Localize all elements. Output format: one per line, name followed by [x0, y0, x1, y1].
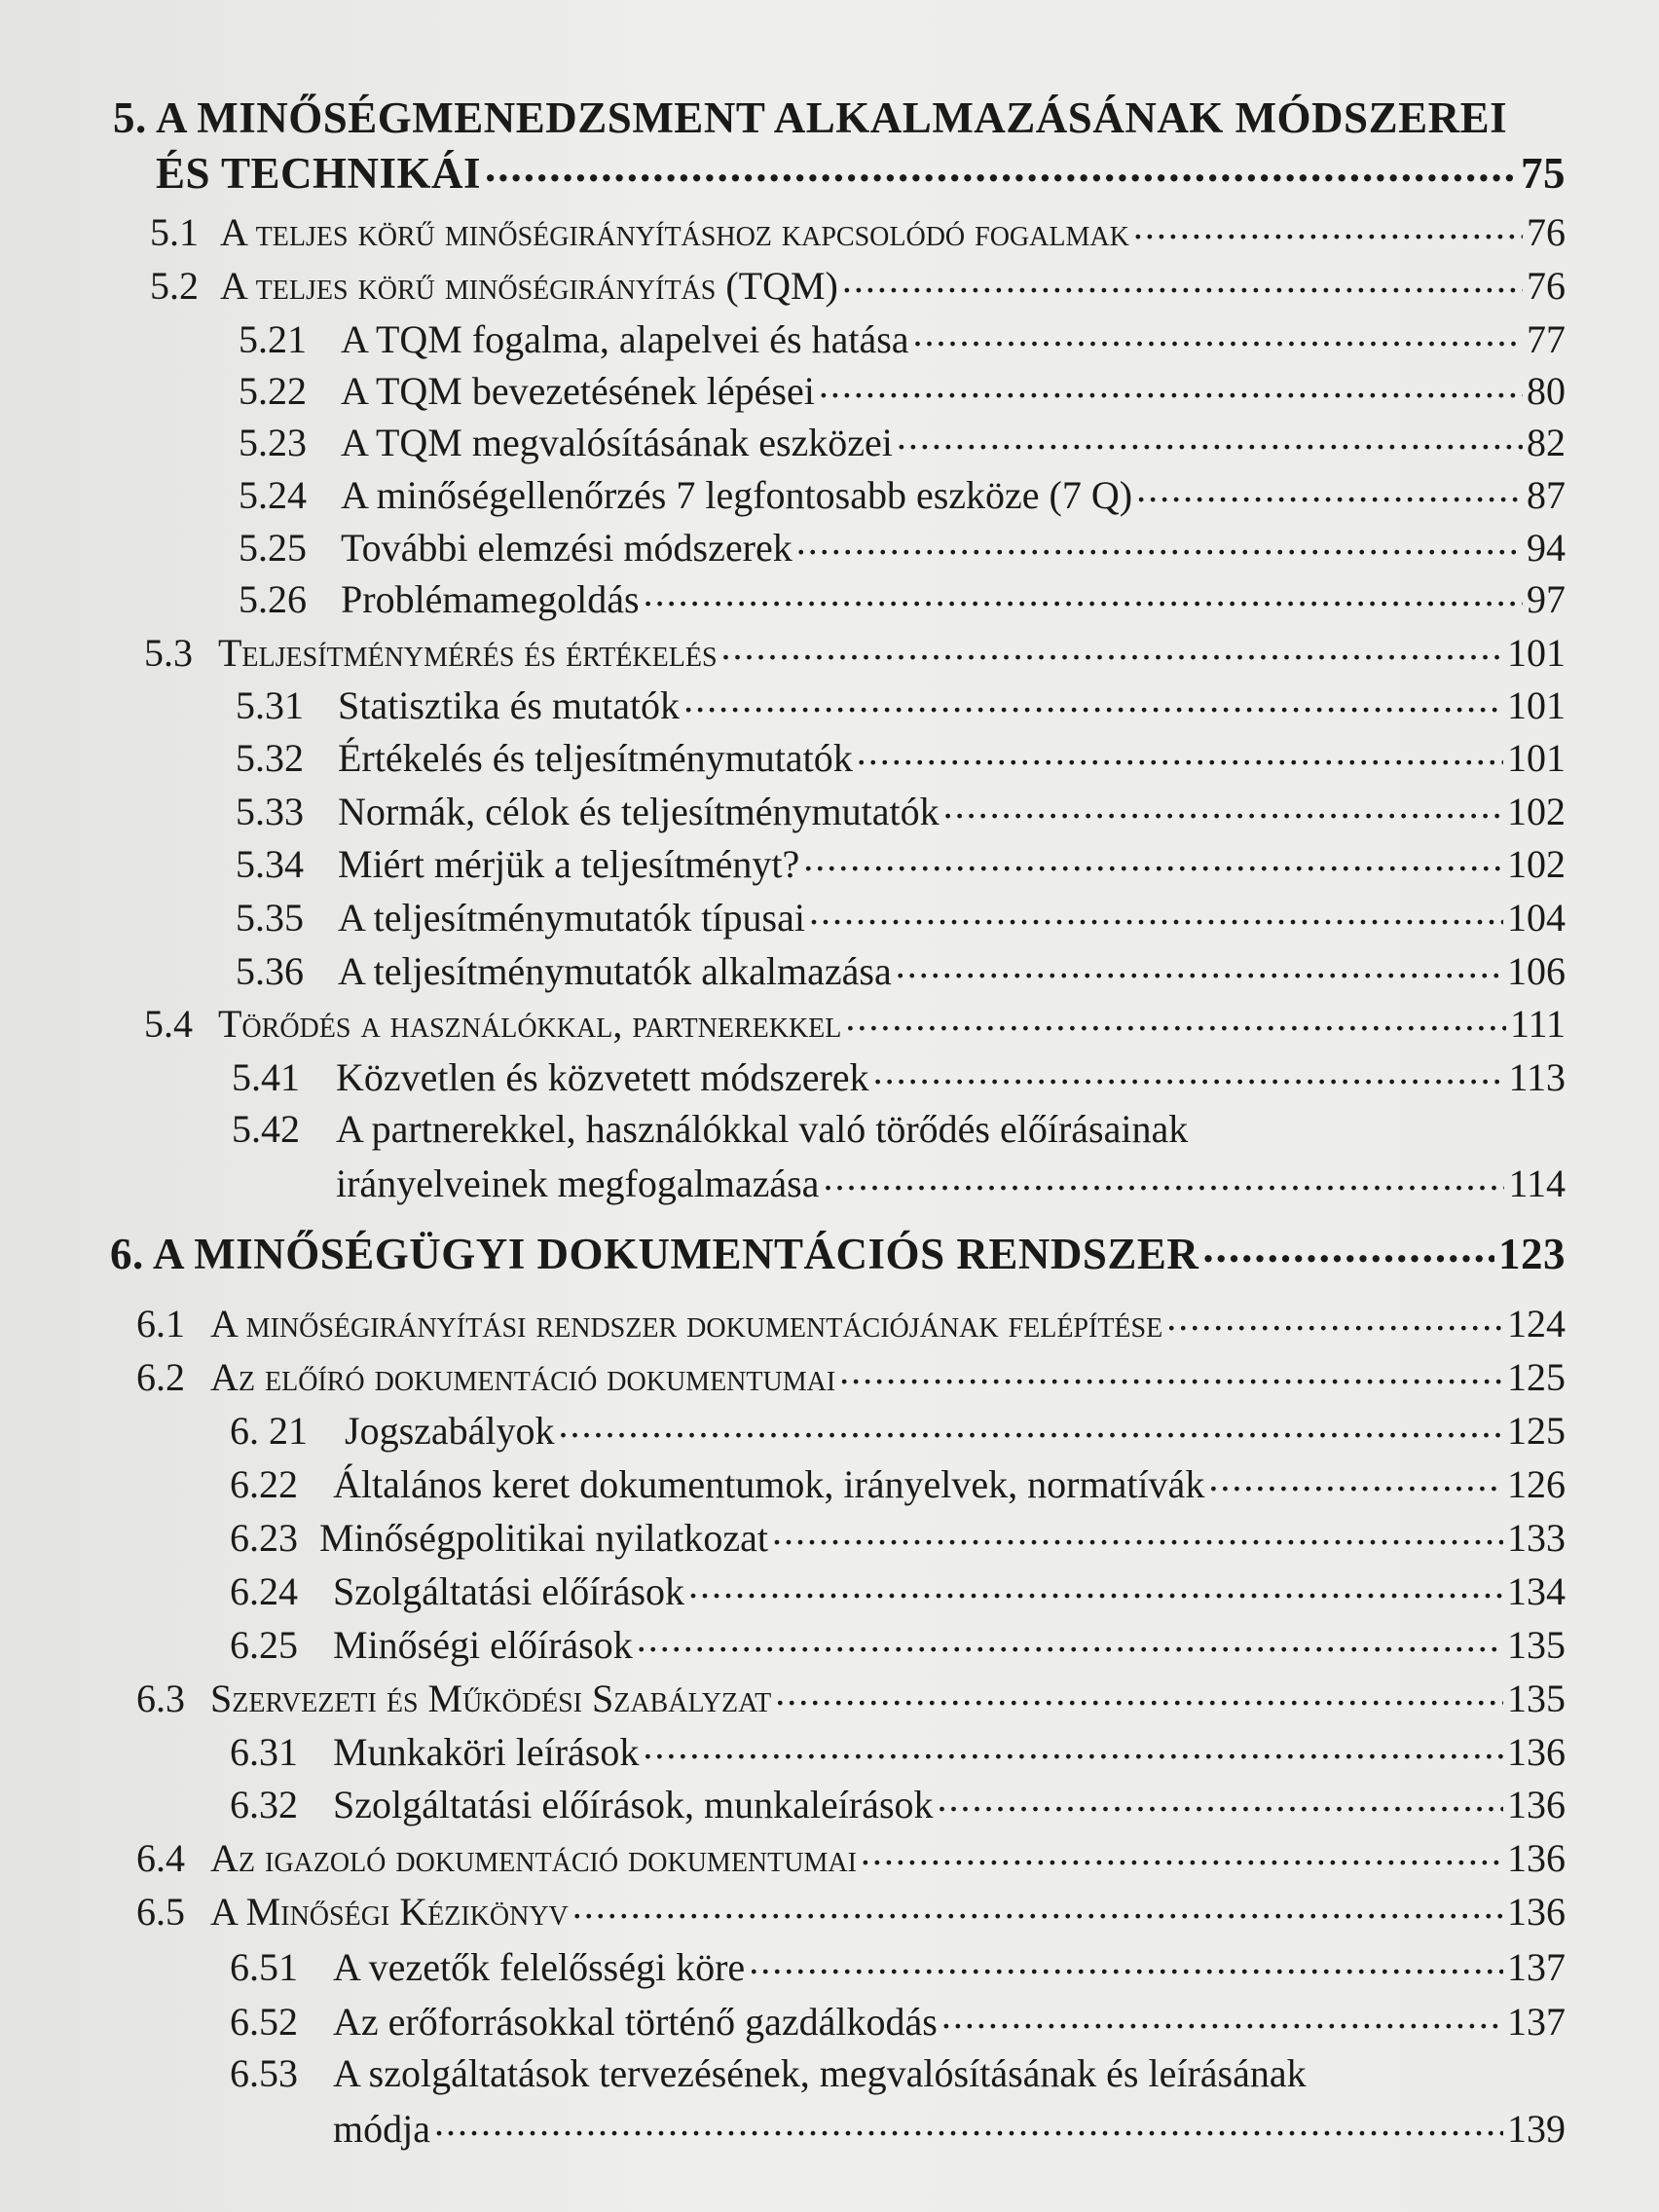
- entry-number: 5.24: [239, 473, 307, 517]
- entry-number: 5.41: [232, 1055, 300, 1099]
- entry-title: A teljes körű minőségirányításhoz kapcsolódó fogalmak: [220, 210, 1129, 254]
- entry-number: 5.32: [236, 736, 304, 780]
- page-number: 125: [1507, 1355, 1566, 1399]
- page-number: 104: [1507, 896, 1566, 940]
- page-number: 134: [1507, 1569, 1566, 1613]
- toc-entry-5-21[interactable]: [239, 313, 1566, 362]
- entry-number: 5.31: [236, 683, 304, 727]
- entry-number: 5.22: [239, 369, 307, 413]
- entry-title: A TQM fogalma, alapelvei és hatása: [341, 317, 909, 361]
- entry-number: 6.4: [136, 1836, 185, 1880]
- entry-number: 5.4: [144, 1002, 193, 1046]
- page-number: 102: [1507, 842, 1566, 886]
- toc-entry-6-51[interactable]: [230, 1941, 1566, 1990]
- entry-title: Közvetlen és közvetett módszerek: [336, 1055, 869, 1099]
- leader-dots: [485, 144, 1517, 188]
- page-number: 77: [1527, 317, 1566, 361]
- page-number: 133: [1507, 1516, 1566, 1560]
- toc-entry-5-22[interactable]: [239, 365, 1566, 414]
- leader-dots: [897, 417, 1523, 456]
- toc-entry-5-42-line2[interactable]: [336, 1158, 1566, 1206]
- entry-number: 6.2: [136, 1355, 185, 1399]
- leader-dots: [1133, 206, 1523, 245]
- page-number: 75: [1521, 149, 1566, 198]
- toc-entry-6-53-line1[interactable]: [230, 2050, 1566, 2096]
- leader-dots: [644, 573, 1523, 612]
- toc-entry-5-31[interactable]: [236, 680, 1566, 728]
- entry-title: Az előíró dokumentáció dokumentumai: [210, 1355, 836, 1399]
- page-number: 136: [1507, 1783, 1566, 1826]
- entry-title: A minőségellenőrzés 7 legfontosabb eszköze (7 Q): [341, 473, 1133, 517]
- page-number: 136: [1507, 1836, 1566, 1880]
- toc-entry-5-34[interactable]: [236, 838, 1566, 887]
- toc-entry-5-1[interactable]: [150, 206, 1566, 255]
- page-number: 94: [1527, 526, 1566, 570]
- page-number: 114: [1508, 1161, 1566, 1205]
- chapter-title: A MINŐSÉGMENEDZSMENT ALKALMAZÁSÁNAK MÓDSZEREI: [156, 93, 1508, 142]
- entry-number: 5.2: [150, 264, 199, 308]
- toc-entry-6-5[interactable]: [136, 1886, 1566, 1935]
- entry-title: Minőségi előírások: [333, 1623, 633, 1667]
- entry-title: Szolgáltatási előírások: [333, 1569, 685, 1613]
- leader-dots: [1208, 1458, 1503, 1497]
- entry-title: Jogszabályok: [345, 1409, 555, 1453]
- entry-title: Törődés a használókkal, partnerekkel: [218, 1002, 842, 1046]
- entry-title: A TQM bevezetésének lépései: [341, 369, 815, 413]
- chapter-number: 5.: [113, 93, 147, 142]
- page-number: 123: [1498, 1230, 1566, 1278]
- leader-dots: [857, 732, 1503, 771]
- entry-title: Normák, célok és teljesítménymutatók: [338, 790, 940, 833]
- leader-dots: [896, 945, 1503, 984]
- entry-number: 6.32: [230, 1783, 298, 1826]
- entry-title: Az erőforrásokkal történő gazdálkodás: [333, 2000, 938, 2044]
- entry-number: 5.35: [236, 896, 304, 940]
- page-number: 113: [1508, 1055, 1566, 1099]
- chapter-number: 6.: [110, 1230, 144, 1278]
- page-number: 101: [1507, 683, 1566, 727]
- leader-dots: [749, 1941, 1503, 1980]
- entry-number: 6.5: [136, 1890, 185, 1934]
- page-number: 102: [1507, 790, 1566, 833]
- chapter-title: A MINŐSÉGÜGYI DOKUMENTÁCIÓS RENDSZER: [153, 1230, 1199, 1278]
- toc-entry-5-3[interactable]: [144, 627, 1566, 676]
- toc-entry-6-25[interactable]: [230, 1619, 1566, 1668]
- entry-number: 6. 21: [230, 1409, 308, 1453]
- entry-title: Általános keret dokumentumok, irányelvek, normatívák: [333, 1462, 1205, 1506]
- page-number: 87: [1527, 473, 1566, 517]
- leader-dots: [434, 2103, 1503, 2142]
- entry-number: 6.22: [230, 1462, 298, 1506]
- entry-number: 5.1: [150, 210, 199, 254]
- page-number: 76: [1527, 210, 1566, 254]
- page-number: 125: [1507, 1409, 1566, 1453]
- leader-dots: [772, 1512, 1503, 1551]
- leader-dots: [819, 365, 1523, 404]
- leader-dots: [941, 1996, 1503, 2035]
- toc-entry-6-53-line2[interactable]: [333, 2103, 1566, 2152]
- entry-title: A vezetők felelősségi köre: [333, 1945, 746, 1989]
- leader-dots: [803, 838, 1503, 877]
- leader-dots: [943, 786, 1503, 825]
- entry-number: 6.1: [136, 1302, 185, 1346]
- entry-title: A partnerekkel, használókkal való törődés előírásainak: [336, 1107, 1189, 1151]
- page-number: 106: [1507, 949, 1566, 993]
- leader-dots: [913, 313, 1523, 352]
- entry-title: Az igazoló dokumentáció dokumentumai: [210, 1836, 857, 1880]
- entry-number: 6.31: [230, 1730, 298, 1774]
- toc-entry-6-32[interactable]: [230, 1779, 1566, 1827]
- chapter-title-continued: ÉS TECHNIKÁI: [156, 149, 482, 198]
- entry-title: A szolgáltatások tervezésének, megvalósításának és leírásának: [333, 2051, 1307, 2095]
- page-number: 135: [1507, 1677, 1566, 1720]
- toc-entry-6-2[interactable]: [136, 1351, 1566, 1400]
- leader-dots: [842, 260, 1523, 299]
- page-number: 124: [1507, 1302, 1566, 1346]
- entry-number: 6.23: [230, 1516, 298, 1560]
- entry-number: 5.25: [239, 526, 307, 570]
- toc-entry-6-1[interactable]: [136, 1298, 1566, 1346]
- entry-title: Teljesítménymérés és értékelés: [218, 631, 718, 675]
- page-number: 137: [1507, 1945, 1566, 1989]
- entry-title: Szervezeti és Működési Szabályzat: [210, 1677, 772, 1720]
- entry-title: Szolgáltatási előírások, munkaleírások: [333, 1783, 934, 1826]
- leader-dots: [559, 1405, 1503, 1444]
- page-number: 137: [1507, 2000, 1566, 2044]
- toc-entry-5-41[interactable]: [232, 1051, 1566, 1100]
- entry-number: 5.36: [236, 949, 304, 993]
- entry-title: Miért mérjük a teljesítményt?: [338, 842, 800, 886]
- entry-title: A teljesítménymutatók típusai: [338, 896, 805, 940]
- page-number: 101: [1507, 736, 1566, 780]
- page-number: 135: [1507, 1623, 1566, 1667]
- entry-number: 5.3: [144, 631, 193, 675]
- entry-number: 5.21: [239, 317, 307, 361]
- leader-dots: [643, 1726, 1503, 1765]
- toc-entry-6-52[interactable]: [230, 1996, 1566, 2045]
- entry-title: A Minőségi Kézikönyv: [210, 1890, 569, 1934]
- toc-entry-6-24[interactable]: [230, 1566, 1566, 1614]
- toc-entry-6-4[interactable]: [136, 1832, 1566, 1881]
- chapter-5-heading-line1: [113, 92, 1564, 143]
- leader-dots: [721, 627, 1503, 666]
- entry-number: 5.33: [236, 790, 304, 833]
- leader-dots: [796, 522, 1523, 561]
- toc-entry-6-23[interactable]: [230, 1512, 1566, 1561]
- page-number: 139: [1507, 2107, 1566, 2151]
- toc-entry-5-25[interactable]: [239, 522, 1566, 571]
- leader-dots: [839, 1351, 1503, 1390]
- entry-title: A minőségirányítási rendszer dokumentációjának felépítése: [210, 1302, 1163, 1346]
- entry-number: 6.53: [230, 2051, 298, 2095]
- toc-entry-6-3[interactable]: [136, 1673, 1566, 1721]
- toc-entry-5-35[interactable]: [236, 892, 1566, 940]
- entry-number: 5.42: [232, 1107, 300, 1151]
- toc-entry-6-22[interactable]: [230, 1458, 1566, 1507]
- entry-number: 6.24: [230, 1569, 298, 1613]
- page-number: 97: [1527, 577, 1566, 621]
- entry-title: Munkaköri leírások: [333, 1730, 640, 1774]
- chapter-5-heading-line2[interactable]: [156, 144, 1566, 199]
- toc-entry-5-26[interactable]: [239, 573, 1566, 622]
- page-number: 136: [1507, 1890, 1566, 1934]
- toc-entry-5-2[interactable]: [150, 260, 1566, 309]
- page-number: 101: [1507, 631, 1566, 675]
- entry-number: 6.3: [136, 1677, 185, 1720]
- entry-number: 5.23: [239, 421, 307, 464]
- toc-entry-5-4[interactable]: [144, 998, 1566, 1047]
- page-number: 126: [1507, 1462, 1566, 1506]
- toc-entry-6-21[interactable]: [230, 1405, 1566, 1454]
- page-number: 80: [1527, 369, 1566, 413]
- page-number: 76: [1527, 264, 1566, 308]
- entry-title-continued: irányelveinek megfogalmazása: [336, 1161, 820, 1205]
- entry-title: A TQM megvalósításának eszközei: [341, 421, 893, 464]
- toc-entry-5-42-line1[interactable]: [232, 1106, 1566, 1152]
- entry-title: Problémamegoldás: [341, 577, 640, 621]
- entry-number: 6.52: [230, 2000, 298, 2044]
- entry-title: További elemzési módszerek: [341, 526, 793, 570]
- entry-number: 6.51: [230, 1945, 298, 1989]
- leader-dots: [637, 1619, 1503, 1658]
- entry-number: 5.26: [239, 577, 307, 621]
- leader-dots: [823, 1158, 1504, 1197]
- leader-dots: [572, 1886, 1503, 1925]
- leader-dots: [688, 1566, 1503, 1604]
- page-number: 136: [1507, 1730, 1566, 1774]
- leader-dots: [1202, 1225, 1494, 1269]
- entry-title: Értékelés és teljesítménymutatók: [338, 736, 853, 780]
- leader-dots: [1136, 469, 1523, 508]
- chapter-6-heading[interactable]: [110, 1225, 1566, 1279]
- leader-dots: [775, 1673, 1503, 1712]
- toc-entry-5-33[interactable]: [236, 786, 1566, 834]
- entry-title: A teljes körű minőségirányítás (TQM): [220, 264, 838, 308]
- toc-entry-5-32[interactable]: [236, 732, 1566, 781]
- entry-title: A teljesítménymutatók alkalmazása: [338, 949, 892, 993]
- leader-dots: [683, 680, 1503, 719]
- entry-number: 5.34: [236, 842, 304, 886]
- leader-dots: [938, 1779, 1503, 1818]
- toc-entry-5-23[interactable]: [239, 417, 1566, 465]
- leader-dots: [809, 892, 1503, 931]
- entry-title: Statisztika és mutatók: [338, 683, 681, 727]
- entry-title-continued: módja: [333, 2107, 430, 2151]
- toc-entry-5-36[interactable]: [236, 945, 1566, 994]
- page-number: 111: [1509, 1002, 1566, 1046]
- leader-dots: [861, 1832, 1503, 1871]
- leader-dots: [873, 1051, 1505, 1090]
- leader-dots: [845, 998, 1506, 1037]
- entry-number: 6.25: [230, 1623, 298, 1667]
- toc-entry-6-31[interactable]: [230, 1726, 1566, 1775]
- entry-title: Minőségpolitikai nyilatkozat: [319, 1516, 769, 1560]
- toc-entry-5-24[interactable]: [239, 469, 1566, 518]
- page-number: 82: [1527, 421, 1566, 464]
- leader-dots: [1166, 1298, 1503, 1337]
